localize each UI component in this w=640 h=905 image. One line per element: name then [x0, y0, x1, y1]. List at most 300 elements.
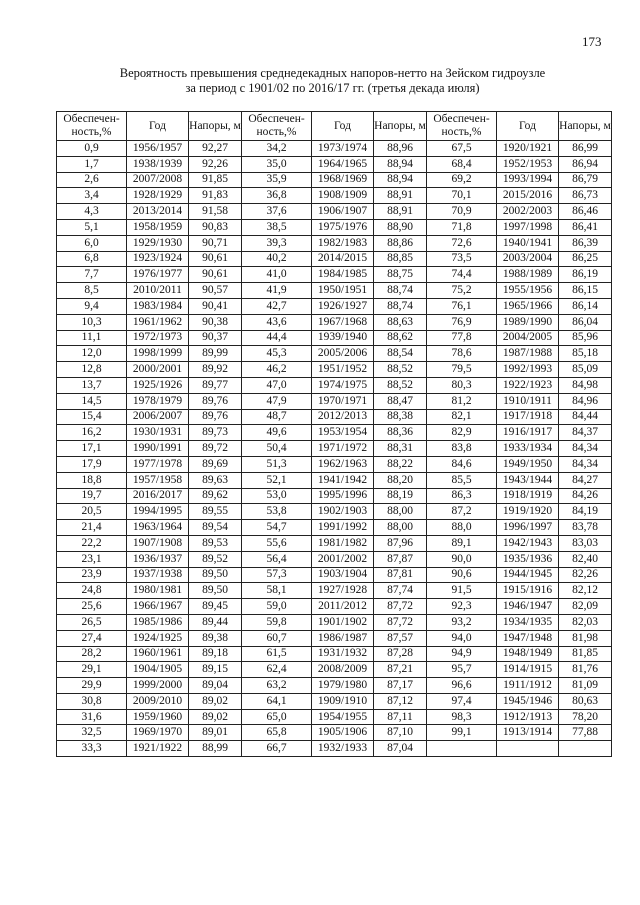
table-row	[57, 488, 612, 504]
cell-head: 81,98	[559, 630, 612, 646]
cell-probability: 1,7	[57, 156, 127, 172]
header-year: Год	[127, 112, 189, 141]
cell-head: 80,63	[559, 693, 612, 709]
cell-year: 2009/2010	[127, 693, 189, 709]
cell-head: 88,91	[374, 204, 427, 220]
cell-head: 86,73	[559, 188, 612, 204]
cell-head: 88,74	[374, 283, 427, 299]
cell-year: 1931/1932	[312, 646, 374, 662]
document-title	[60, 66, 605, 96]
cell-year: 1951/1952	[312, 362, 374, 378]
cell-year: 1909/1910	[312, 693, 374, 709]
cell-probability: 97,4	[427, 693, 497, 709]
cell-year: 1936/1937	[127, 551, 189, 567]
cell-head: 86,14	[559, 298, 612, 314]
cell-year: 1988/1989	[497, 267, 559, 283]
cell-year: 1974/1975	[312, 377, 374, 393]
cell-probability: 16,2	[57, 425, 127, 441]
cell-year: 1981/1982	[312, 535, 374, 551]
cell-probability: 12,8	[57, 362, 127, 378]
header-head: Напоры, м	[189, 112, 242, 141]
cell-probability: 5,1	[57, 219, 127, 235]
cell-year: 1925/1926	[127, 377, 189, 393]
cell-year: 1919/1920	[497, 504, 559, 520]
cell-head: 89,52	[189, 551, 242, 567]
cell-head: 86,25	[559, 251, 612, 267]
cell-head: 88,94	[374, 156, 427, 172]
cell-probability: 42,7	[242, 298, 312, 314]
cell-year: 1999/2000	[127, 678, 189, 694]
cell-head: 84,26	[559, 488, 612, 504]
cell-probability: 80,3	[427, 377, 497, 393]
header-probability: Обеспечен-ность,%	[57, 112, 127, 141]
cell-probability: 88,0	[427, 520, 497, 536]
table-row	[57, 741, 612, 757]
cell-head: 89,73	[189, 425, 242, 441]
cell-head	[559, 741, 612, 757]
table-row	[57, 504, 612, 520]
table-row	[57, 614, 612, 630]
cell-head: 88,96	[374, 141, 427, 157]
cell-probability: 52,1	[242, 472, 312, 488]
cell-year: 1975/1976	[312, 219, 374, 235]
cell-probability: 95,7	[427, 662, 497, 678]
cell-head: 82,26	[559, 567, 612, 583]
cell-head: 91,83	[189, 188, 242, 204]
cell-probability: 19,7	[57, 488, 127, 504]
cell-head: 90,71	[189, 235, 242, 251]
cell-probability: 76,9	[427, 314, 497, 330]
cell-year: 1956/1957	[127, 141, 189, 157]
cell-head: 92,27	[189, 141, 242, 157]
cell-year: 1957/1958	[127, 472, 189, 488]
table-row	[57, 204, 612, 220]
cell-head: 86,15	[559, 283, 612, 299]
cell-head: 88,86	[374, 235, 427, 251]
header-year: Год	[312, 112, 374, 141]
table-row	[57, 219, 612, 235]
cell-year: 2004/2005	[497, 330, 559, 346]
cell-probability: 15,4	[57, 409, 127, 425]
cell-year: 1940/1941	[497, 235, 559, 251]
cell-year: 2010/2011	[127, 283, 189, 299]
cell-probability: 28,2	[57, 646, 127, 662]
cell-year: 1965/1966	[497, 298, 559, 314]
table-row	[57, 520, 612, 536]
cell-head: 87,28	[374, 646, 427, 662]
cell-year: 1950/1951	[312, 283, 374, 299]
cell-year: 1907/1908	[127, 535, 189, 551]
cell-year: 1941/1942	[312, 472, 374, 488]
cell-head: 89,45	[189, 599, 242, 615]
cell-probability: 71,8	[427, 219, 497, 235]
cell-year: 1979/1980	[312, 678, 374, 694]
cell-probability: 41,9	[242, 283, 312, 299]
cell-probability: 49,6	[242, 425, 312, 441]
cell-year: 1930/1931	[127, 425, 189, 441]
cell-year: 1961/1962	[127, 314, 189, 330]
cell-probability: 96,6	[427, 678, 497, 694]
cell-year: 1969/1970	[127, 725, 189, 741]
cell-head: 89,50	[189, 567, 242, 583]
cell-year: 1904/1905	[127, 662, 189, 678]
cell-head: 89,62	[189, 488, 242, 504]
cell-head: 85,96	[559, 330, 612, 346]
table-row	[57, 551, 612, 567]
cell-year: 1902/1903	[312, 504, 374, 520]
title-line-2: за период с 1901/02 по 2016/17 гг. (третья декада июля)	[185, 81, 480, 95]
cell-head: 88,20	[374, 472, 427, 488]
cell-head: 84,44	[559, 409, 612, 425]
cell-head: 87,12	[374, 693, 427, 709]
cell-probability: 22,2	[57, 535, 127, 551]
cell-probability: 47,0	[242, 377, 312, 393]
cell-head: 92,26	[189, 156, 242, 172]
cell-head: 90,83	[189, 219, 242, 235]
cell-year: 1994/1995	[127, 504, 189, 520]
cell-year: 1976/1977	[127, 267, 189, 283]
cell-head: 89,01	[189, 725, 242, 741]
cell-year: 1946/1947	[497, 599, 559, 615]
cell-probability: 61,5	[242, 646, 312, 662]
cell-head: 87,72	[374, 599, 427, 615]
cell-probability: 55,6	[242, 535, 312, 551]
cell-year: 1927/1928	[312, 583, 374, 599]
cell-probability: 29,9	[57, 678, 127, 694]
cell-head: 89,77	[189, 377, 242, 393]
cell-year: 1989/1990	[497, 314, 559, 330]
cell-head: 87,21	[374, 662, 427, 678]
cell-head: 89,15	[189, 662, 242, 678]
cell-probability: 51,3	[242, 456, 312, 472]
cell-head: 87,96	[374, 535, 427, 551]
cell-head: 90,57	[189, 283, 242, 299]
cell-head: 83,78	[559, 520, 612, 536]
cell-probability: 62,4	[242, 662, 312, 678]
cell-year: 1987/1988	[497, 346, 559, 362]
cell-probability: 82,9	[427, 425, 497, 441]
cell-head: 88,52	[374, 377, 427, 393]
cell-head: 90,61	[189, 251, 242, 267]
cell-year: 1915/1916	[497, 583, 559, 599]
cell-probability: 60,7	[242, 630, 312, 646]
header-head: Напоры, м	[559, 112, 612, 141]
cell-year: 1914/1915	[497, 662, 559, 678]
table-row	[57, 583, 612, 599]
cell-head: 89,18	[189, 646, 242, 662]
table-row	[57, 425, 612, 441]
cell-probability: 25,6	[57, 599, 127, 615]
cell-head: 88,63	[374, 314, 427, 330]
cell-head: 88,85	[374, 251, 427, 267]
cell-probability: 29,1	[57, 662, 127, 678]
table-row	[57, 725, 612, 741]
cell-probability: 98,3	[427, 709, 497, 725]
cell-probability: 73,5	[427, 251, 497, 267]
cell-head: 87,81	[374, 567, 427, 583]
cell-probability: 76,1	[427, 298, 497, 314]
cell-probability: 79,5	[427, 362, 497, 378]
cell-year: 1943/1944	[497, 472, 559, 488]
cell-year: 1968/1969	[312, 172, 374, 188]
cell-head: 88,75	[374, 267, 427, 283]
cell-head: 88,38	[374, 409, 427, 425]
cell-probability: 18,8	[57, 472, 127, 488]
cell-year: 1926/1927	[312, 298, 374, 314]
cell-head: 81,76	[559, 662, 612, 678]
cell-head: 87,72	[374, 614, 427, 630]
cell-probability: 47,9	[242, 393, 312, 409]
cell-year: 1983/1984	[127, 298, 189, 314]
cell-year: 1972/1973	[127, 330, 189, 346]
cell-year: 1945/1946	[497, 693, 559, 709]
cell-probability: 89,1	[427, 535, 497, 551]
cell-year: 1916/1917	[497, 425, 559, 441]
cell-head: 87,57	[374, 630, 427, 646]
cell-probability: 13,7	[57, 377, 127, 393]
cell-head: 89,92	[189, 362, 242, 378]
cell-year: 1952/1953	[497, 156, 559, 172]
cell-head: 90,38	[189, 314, 242, 330]
cell-probability: 78,6	[427, 346, 497, 362]
cell-probability: 20,5	[57, 504, 127, 520]
cell-year: 1913/1914	[497, 725, 559, 741]
table-row	[57, 172, 612, 188]
cell-probability: 56,4	[242, 551, 312, 567]
cell-head: 89,44	[189, 614, 242, 630]
cell-head: 88,94	[374, 172, 427, 188]
cell-head: 83,03	[559, 535, 612, 551]
cell-year: 1932/1933	[312, 741, 374, 757]
cell-probability: 26,5	[57, 614, 127, 630]
cell-probability: 23,1	[57, 551, 127, 567]
cell-probability: 68,4	[427, 156, 497, 172]
cell-head: 88,00	[374, 504, 427, 520]
cell-year: 1905/1906	[312, 725, 374, 741]
cell-probability: 8,5	[57, 283, 127, 299]
cell-year: 1982/1983	[312, 235, 374, 251]
cell-year: 1966/1967	[127, 599, 189, 615]
table-row	[57, 693, 612, 709]
cell-head: 87,10	[374, 725, 427, 741]
cell-probability: 6,0	[57, 235, 127, 251]
cell-probability: 90,0	[427, 551, 497, 567]
cell-probability: 43,6	[242, 314, 312, 330]
cell-probability: 38,5	[242, 219, 312, 235]
cell-head: 85,18	[559, 346, 612, 362]
cell-year: 1953/1954	[312, 425, 374, 441]
cell-head: 90,61	[189, 267, 242, 283]
cell-year: 1955/1956	[497, 283, 559, 299]
cell-probability	[427, 741, 497, 757]
cell-probability: 24,8	[57, 583, 127, 599]
cell-probability: 82,1	[427, 409, 497, 425]
cell-probability: 70,1	[427, 188, 497, 204]
cell-probability: 87,2	[427, 504, 497, 520]
cell-year: 1993/1994	[497, 172, 559, 188]
table-body	[57, 141, 612, 757]
cell-probability: 92,3	[427, 599, 497, 615]
cell-year: 1933/1934	[497, 441, 559, 457]
cell-head: 77,88	[559, 725, 612, 741]
table-row	[57, 456, 612, 472]
cell-probability: 70,9	[427, 204, 497, 220]
cell-head: 88,90	[374, 219, 427, 235]
cell-head: 89,69	[189, 456, 242, 472]
cell-head: 84,27	[559, 472, 612, 488]
cell-year: 1958/1959	[127, 219, 189, 235]
cell-head: 88,62	[374, 330, 427, 346]
cell-probability: 90,6	[427, 567, 497, 583]
cell-head: 82,40	[559, 551, 612, 567]
cell-probability: 37,6	[242, 204, 312, 220]
cell-head: 88,54	[374, 346, 427, 362]
cell-probability: 45,3	[242, 346, 312, 362]
cell-probability: 66,7	[242, 741, 312, 757]
cell-probability: 72,6	[427, 235, 497, 251]
cell-head: 87,74	[374, 583, 427, 599]
cell-year: 1912/1913	[497, 709, 559, 725]
cell-head: 88,36	[374, 425, 427, 441]
table-row	[57, 314, 612, 330]
cell-year: 1997/1998	[497, 219, 559, 235]
cell-head: 90,41	[189, 298, 242, 314]
cell-year: 1942/1943	[497, 535, 559, 551]
cell-year: 1964/1965	[312, 156, 374, 172]
cell-probability: 59,8	[242, 614, 312, 630]
cell-probability: 93,2	[427, 614, 497, 630]
cell-probability: 99,1	[427, 725, 497, 741]
cell-year: 1944/1945	[497, 567, 559, 583]
table-row	[57, 362, 612, 378]
cell-head: 91,85	[189, 172, 242, 188]
cell-probability: 10,3	[57, 314, 127, 330]
cell-probability: 94,9	[427, 646, 497, 662]
cell-year: 1939/1940	[312, 330, 374, 346]
cell-probability: 94,0	[427, 630, 497, 646]
cell-probability: 75,2	[427, 283, 497, 299]
cell-year: 1928/1929	[127, 188, 189, 204]
cell-year: 1929/1930	[127, 235, 189, 251]
table-row	[57, 630, 612, 646]
cell-probability: 65,8	[242, 725, 312, 741]
cell-probability: 35,9	[242, 172, 312, 188]
cell-probability: 32,5	[57, 725, 127, 741]
cell-year: 1995/1996	[312, 488, 374, 504]
cell-head: 84,19	[559, 504, 612, 520]
cell-year: 2016/2017	[127, 488, 189, 504]
table-row	[57, 678, 612, 694]
cell-head: 86,39	[559, 235, 612, 251]
cell-year: 1908/1909	[312, 188, 374, 204]
table-row	[57, 156, 612, 172]
cell-probability: 50,4	[242, 441, 312, 457]
cell-year: 1906/1907	[312, 204, 374, 220]
cell-head: 84,96	[559, 393, 612, 409]
cell-year: 1935/1936	[497, 551, 559, 567]
cell-year: 1960/1961	[127, 646, 189, 662]
cell-head: 87,87	[374, 551, 427, 567]
cell-year: 1963/1964	[127, 520, 189, 536]
table-row	[57, 377, 612, 393]
cell-year: 1996/1997	[497, 520, 559, 536]
cell-year: 1977/1978	[127, 456, 189, 472]
cell-year: 2005/2006	[312, 346, 374, 362]
cell-year: 1990/1991	[127, 441, 189, 457]
cell-head: 89,02	[189, 709, 242, 725]
header-probability: Обеспечен-ность,%	[427, 112, 497, 141]
cell-head: 82,12	[559, 583, 612, 599]
cell-head: 88,00	[374, 520, 427, 536]
cell-probability: 17,1	[57, 441, 127, 457]
cell-head: 89,63	[189, 472, 242, 488]
cell-head: 89,76	[189, 393, 242, 409]
cell-probability: 67,5	[427, 141, 497, 157]
table-row	[57, 235, 612, 251]
cell-probability: 86,3	[427, 488, 497, 504]
cell-head: 84,34	[559, 456, 612, 472]
cell-head: 82,09	[559, 599, 612, 615]
cell-probability: 54,7	[242, 520, 312, 536]
cell-year: 1985/1986	[127, 614, 189, 630]
cell-probability: 69,2	[427, 172, 497, 188]
cell-year: 2013/2014	[127, 204, 189, 220]
table-row	[57, 393, 612, 409]
cell-head: 91,58	[189, 204, 242, 220]
cell-head: 89,72	[189, 441, 242, 457]
table-row	[57, 251, 612, 267]
cell-probability: 30,8	[57, 693, 127, 709]
cell-head: 86,94	[559, 156, 612, 172]
cell-year: 2015/2016	[497, 188, 559, 204]
cell-year	[497, 741, 559, 757]
cell-probability: 33,3	[57, 741, 127, 757]
cell-head: 85,09	[559, 362, 612, 378]
cell-year: 1921/1922	[127, 741, 189, 757]
cell-head: 89,76	[189, 409, 242, 425]
cell-head: 89,38	[189, 630, 242, 646]
cell-probability: 77,8	[427, 330, 497, 346]
cell-head: 89,55	[189, 504, 242, 520]
cell-head: 89,99	[189, 346, 242, 362]
cell-year: 1924/1925	[127, 630, 189, 646]
cell-probability: 44,4	[242, 330, 312, 346]
cell-year: 2003/2004	[497, 251, 559, 267]
cell-probability: 39,3	[242, 235, 312, 251]
cell-year: 2002/2003	[497, 204, 559, 220]
cell-probability: 9,4	[57, 298, 127, 314]
cell-probability: 63,2	[242, 678, 312, 694]
cell-year: 1991/1992	[312, 520, 374, 536]
cell-head: 88,22	[374, 456, 427, 472]
cell-year: 1903/1904	[312, 567, 374, 583]
cell-probability: 23,9	[57, 567, 127, 583]
cell-head: 88,52	[374, 362, 427, 378]
cell-probability: 12,0	[57, 346, 127, 362]
table-row	[57, 441, 612, 457]
table-row	[57, 141, 612, 157]
cell-head: 86,04	[559, 314, 612, 330]
cell-head: 84,34	[559, 441, 612, 457]
cell-year: 1934/1935	[497, 614, 559, 630]
cell-year: 2001/2002	[312, 551, 374, 567]
cell-probability: 83,8	[427, 441, 497, 457]
cell-year: 2012/2013	[312, 409, 374, 425]
cell-year: 1922/1923	[497, 377, 559, 393]
cell-probability: 14,5	[57, 393, 127, 409]
table-row	[57, 662, 612, 678]
cell-year: 1971/1972	[312, 441, 374, 457]
